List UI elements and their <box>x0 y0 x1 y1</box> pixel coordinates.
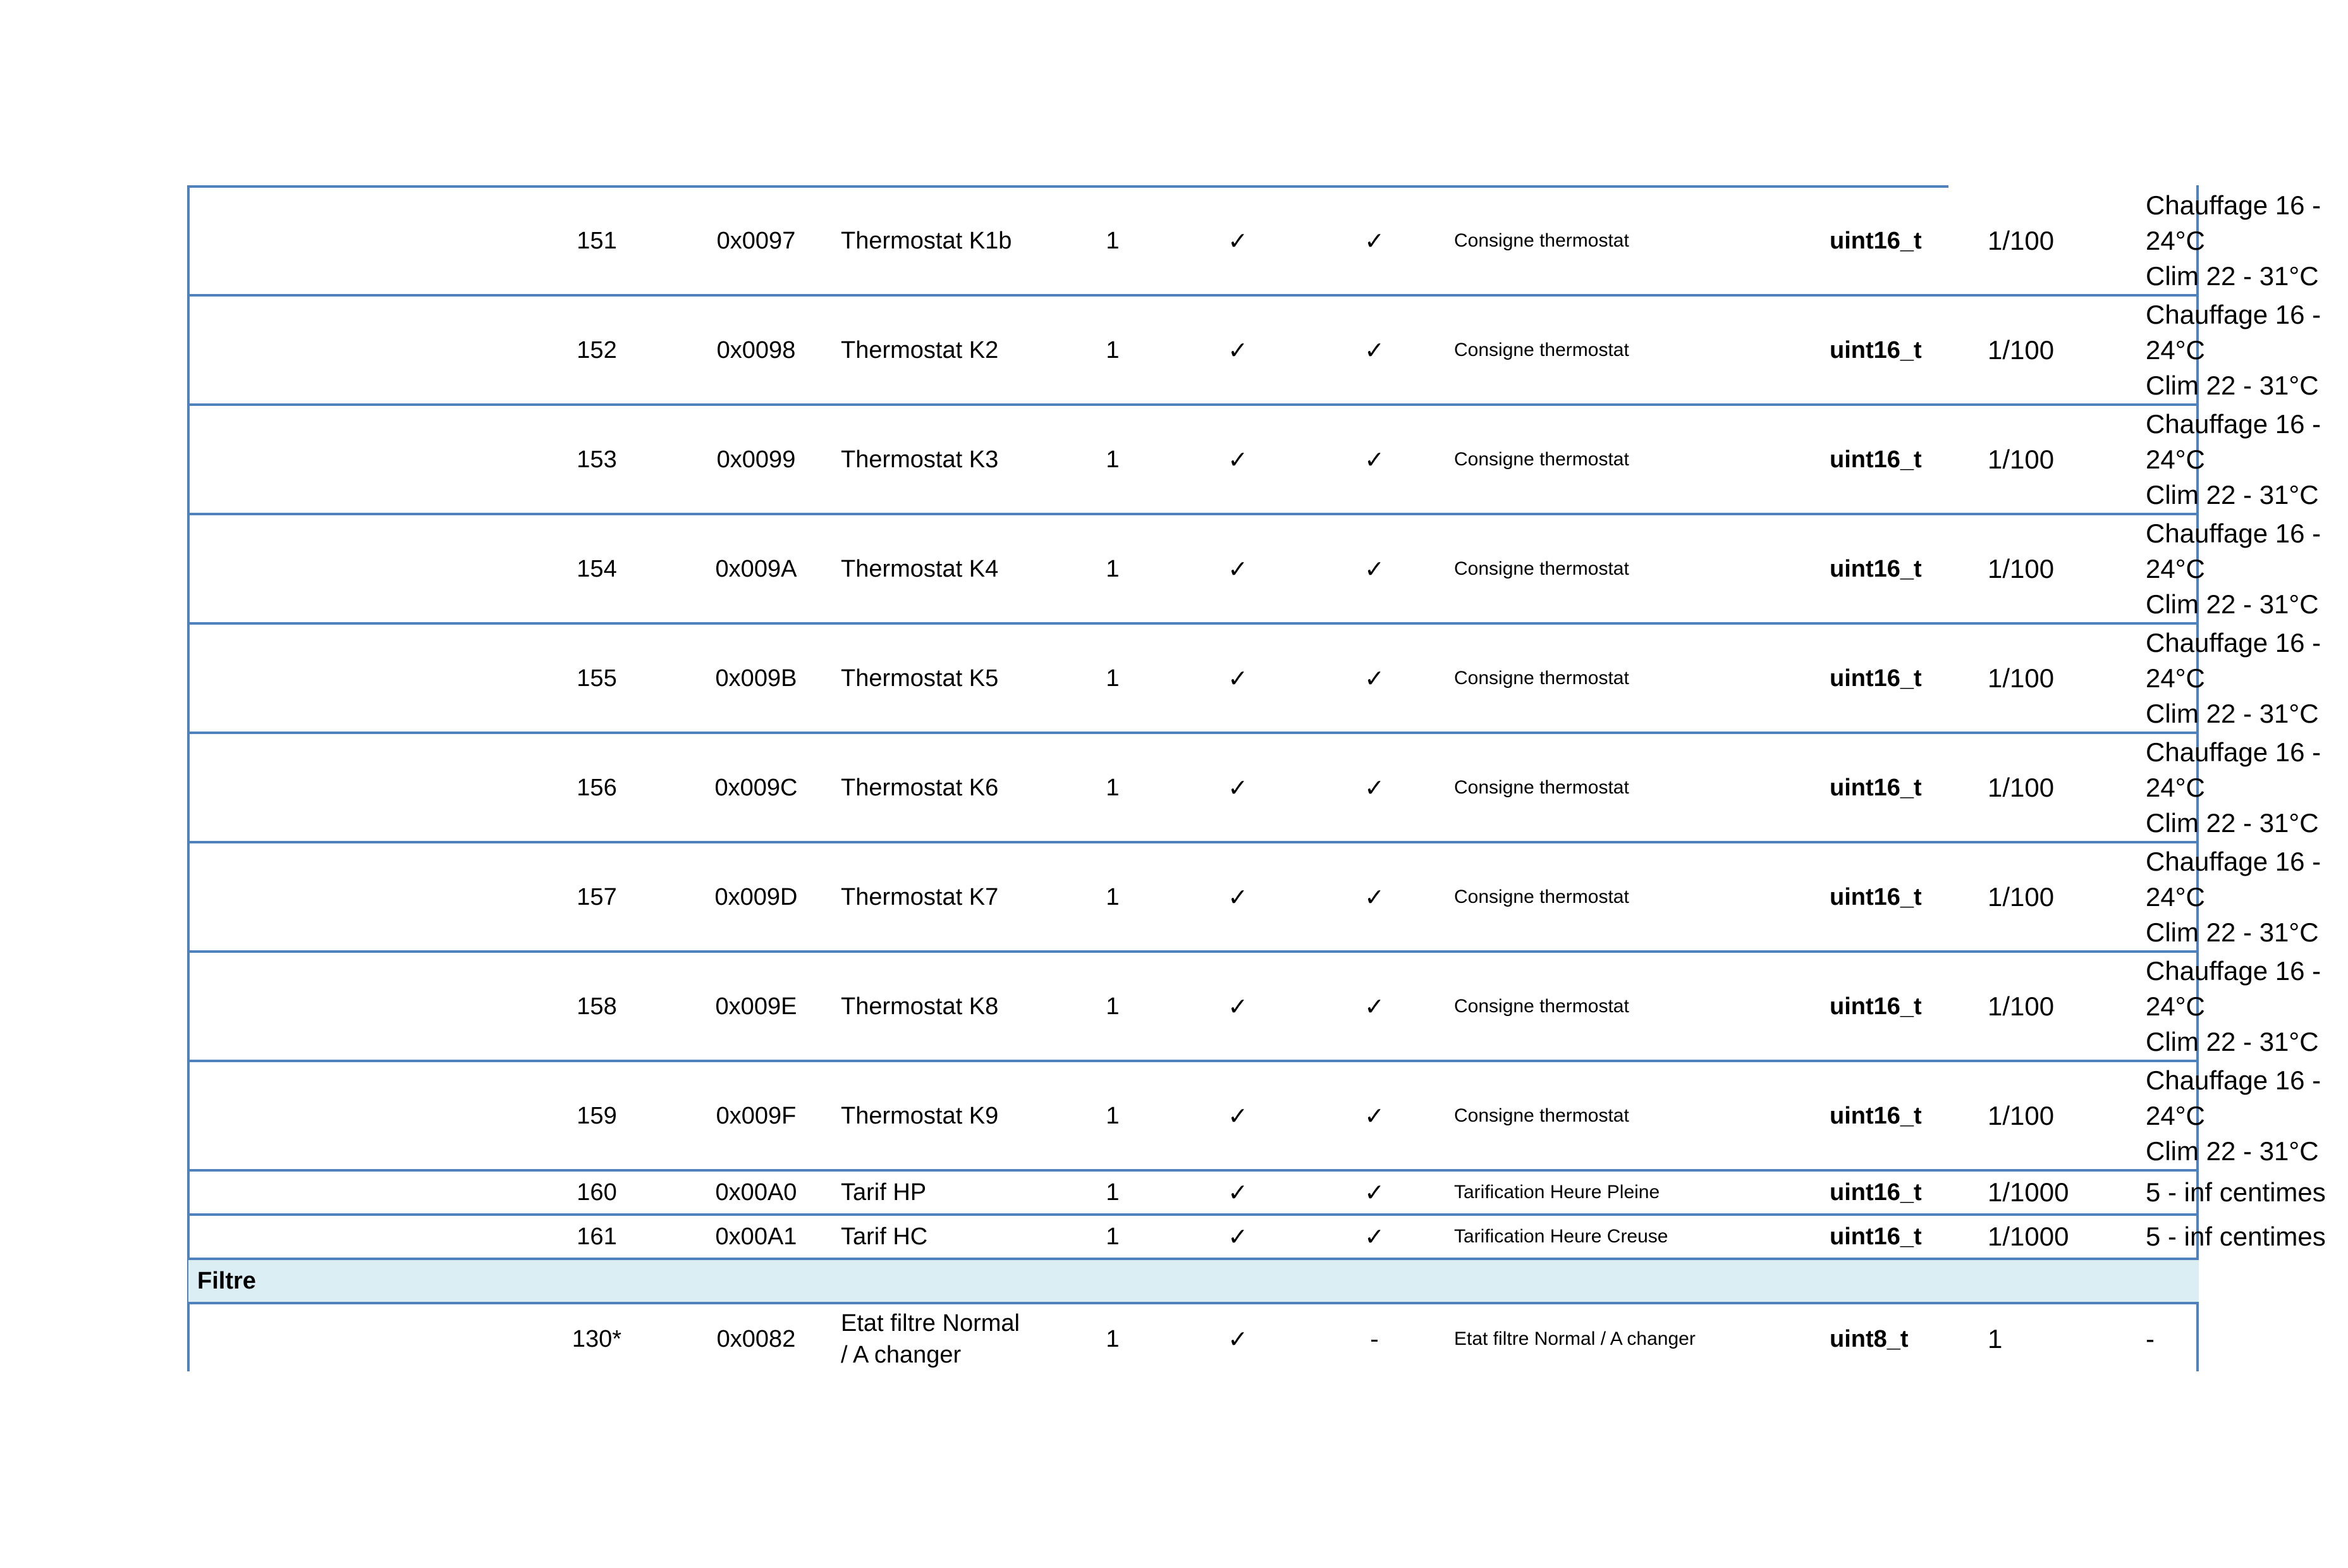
write-check-icon: ✓ <box>1364 883 1385 911</box>
value-range-line: Clim 22 - 31°C <box>2146 807 2319 838</box>
write-flag: - <box>1370 1325 1379 1353</box>
data-type: uint16_t <box>1830 227 1922 254</box>
register-description: Consigne thermostat <box>1454 448 1629 470</box>
register-name <box>841 1304 1081 1373</box>
table-row-filter-status <box>188 1304 2199 1373</box>
scale-factor: 1/1000 <box>1988 1222 2069 1251</box>
register-number: 161 <box>577 1223 617 1250</box>
read-check-icon: ✓ <box>1228 226 1248 255</box>
value-range-line: Chauffage 16 - <box>2146 408 2321 439</box>
register-number: 154 <box>577 555 617 582</box>
register-length: 1 <box>1106 1325 1120 1352</box>
scale-factor: 1/100 <box>1988 444 2055 474</box>
value-range-line: Clim 22 - 31°C <box>2146 260 2319 291</box>
table-row <box>188 1062 2321 1172</box>
register-number: 130* <box>572 1325 622 1352</box>
register-length: 1 <box>1106 446 1120 473</box>
register-length: 1 <box>1106 1179 1120 1206</box>
data-type: uint16_t <box>1830 336 1922 364</box>
write-check-icon: ✓ <box>1364 664 1385 692</box>
register-description: Consigne thermostat <box>1454 558 1629 579</box>
section-label: Filtre <box>197 1267 256 1294</box>
value-range-line: Chauffage 16 - <box>2146 846 2321 876</box>
register-name: Thermostat K7 <box>841 883 999 910</box>
register-description: Consigne thermostat <box>1454 995 1629 1017</box>
write-check-icon: ✓ <box>1364 226 1385 255</box>
scale-factor: 1/100 <box>1988 553 2055 584</box>
scale-factor: 1/1000 <box>1988 1177 2069 1207</box>
register-description: Consigne thermostat <box>1454 339 1629 360</box>
value-range-line: 24°C <box>2146 881 2205 912</box>
register-name: Thermostat K1b <box>841 227 1012 254</box>
write-check-icon: ✓ <box>1364 992 1385 1020</box>
value-range <box>2146 953 2348 1060</box>
register-length: 1 <box>1106 665 1120 692</box>
value-range <box>2146 406 2348 513</box>
register-table <box>188 187 2326 1373</box>
data-type: uint16_t <box>1830 1102 1922 1129</box>
data-type: uint16_t <box>1830 1223 1922 1250</box>
write-check-icon: ✓ <box>1364 1179 1385 1206</box>
read-check-icon: ✓ <box>1228 1179 1248 1206</box>
write-check-icon: ✓ <box>1364 336 1385 364</box>
register-length: 1 <box>1106 336 1120 364</box>
section-row-filtre <box>188 1260 2199 1304</box>
read-check-icon: ✓ <box>1228 883 1248 911</box>
table-row <box>188 1216 2326 1260</box>
scale-factor: 1/100 <box>1988 663 2055 693</box>
register-address: 0x00A0 <box>715 1179 797 1206</box>
value-range-line: Chauffage 16 - <box>2146 627 2321 658</box>
value-range-line: Clim 22 - 31°C <box>2146 589 2319 619</box>
value-range <box>2146 625 2348 732</box>
register-description: Etat filtre Normal / A changer <box>1454 1328 1696 1349</box>
data-type: uint16_t <box>1830 993 1922 1020</box>
register-number: 157 <box>577 883 617 910</box>
register-description: Consigne thermostat <box>1454 776 1629 798</box>
register-description: Consigne thermostat <box>1454 230 1629 251</box>
value-range-line: Chauffage 16 - <box>2146 1065 2321 1095</box>
table-row <box>188 297 2321 406</box>
register-length: 1 <box>1106 227 1120 254</box>
register-number: 153 <box>577 446 617 473</box>
register-address: 0x00A1 <box>715 1223 797 1250</box>
register-length: 1 <box>1106 993 1120 1020</box>
register-name: Thermostat K6 <box>841 774 999 801</box>
value-range-line: 24°C <box>2146 553 2205 584</box>
value-range <box>2146 843 2348 950</box>
register-description: Consigne thermostat <box>1454 1105 1629 1126</box>
write-check-icon: ✓ <box>1364 1101 1385 1130</box>
value-range-line: 24°C <box>2146 991 2205 1021</box>
register-name: Thermostat K3 <box>841 446 999 473</box>
write-check-icon: ✓ <box>1364 773 1385 802</box>
value-range <box>2146 515 2348 622</box>
value-range-line: Chauffage 16 - <box>2146 299 2321 329</box>
register-address: 0x009C <box>714 774 798 801</box>
value-range-line: Chauffage 16 - <box>2146 737 2321 767</box>
register-length: 1 <box>1106 1223 1120 1250</box>
register-length: 1 <box>1106 555 1120 582</box>
value-range-line: Chauffage 16 - <box>2146 190 2321 220</box>
table-row <box>188 1172 2326 1216</box>
table-row <box>188 187 2321 297</box>
data-type: uint16_t <box>1830 774 1922 801</box>
value-range <box>2146 1062 2348 1169</box>
read-check-icon: ✓ <box>1228 1325 1248 1353</box>
table-row <box>188 843 2321 953</box>
register-length: 1 <box>1106 1102 1120 1129</box>
scale-factor: 1 <box>1988 1323 2003 1354</box>
data-type: uint16_t <box>1830 1179 1922 1206</box>
value-range-line: Clim 22 - 31°C <box>2146 479 2319 510</box>
value-range-line: Clim 22 - 31°C <box>2146 917 2319 947</box>
value-range-line: 24°C <box>2146 225 2205 255</box>
read-check-icon: ✓ <box>1228 554 1248 583</box>
value-range-line: Clim 22 - 31°C <box>2146 698 2319 728</box>
value-range <box>2146 1216 2348 1258</box>
register-address: 0x0082 <box>716 1325 796 1352</box>
read-check-icon: ✓ <box>1228 445 1248 474</box>
data-type: uint8_t <box>1830 1325 1909 1352</box>
data-type: uint16_t <box>1830 883 1922 910</box>
table-row <box>188 515 2321 625</box>
value-range-line: 24°C <box>2146 334 2205 365</box>
register-description: Consigne thermostat <box>1454 886 1629 907</box>
table-row <box>188 734 2321 843</box>
register-description: Tarification Heure Pleine <box>1454 1182 1660 1203</box>
register-name: Thermostat K8 <box>841 993 999 1020</box>
read-check-icon: ✓ <box>1228 992 1248 1020</box>
register-number: 159 <box>577 1102 617 1129</box>
scale-factor: 1/100 <box>1988 1100 2055 1130</box>
scale-factor: 1/100 <box>1988 991 2055 1021</box>
register-address: 0x0099 <box>716 446 796 473</box>
read-check-icon: ✓ <box>1228 773 1248 802</box>
data-type: uint16_t <box>1830 446 1922 473</box>
value-range-line: 24°C <box>2146 444 2205 474</box>
value-range-line: 5 - inf centimes <box>2146 1222 2326 1251</box>
register-length: 1 <box>1106 774 1120 801</box>
value-range-line: Chauffage 16 - <box>2146 518 2321 548</box>
data-type: uint16_t <box>1830 555 1922 582</box>
register-name: Thermostat K2 <box>841 336 999 364</box>
register-address: 0x009B <box>715 665 797 692</box>
register-name: Thermostat K5 <box>841 665 999 692</box>
table-row <box>188 406 2321 515</box>
register-description: Consigne thermostat <box>1454 667 1629 689</box>
value-range: - <box>2146 1323 2155 1354</box>
register-number: 151 <box>577 227 617 254</box>
register-address: 0x009E <box>715 993 797 1020</box>
scale-factor: 1/100 <box>1988 334 2055 365</box>
table-row <box>188 625 2321 734</box>
register-name: Thermostat K4 <box>841 555 999 582</box>
register-name: Thermostat K9 <box>841 1102 999 1129</box>
register-number: 155 <box>577 665 617 692</box>
register-address: 0x009D <box>714 883 798 910</box>
register-number: 158 <box>577 993 617 1020</box>
scale-factor: 1/100 <box>1988 772 2055 802</box>
register-address: 0x0097 <box>716 227 796 254</box>
table-row <box>188 953 2321 1062</box>
value-range <box>2146 734 2348 841</box>
register-length: 1 <box>1106 883 1120 910</box>
value-range <box>2146 297 2348 403</box>
scale-factor: 1/100 <box>1988 881 2055 912</box>
register-name: Tarif HC <box>841 1223 928 1250</box>
value-range <box>2146 187 2348 294</box>
register-description: Tarification Heure Creuse <box>1454 1226 1668 1247</box>
write-check-icon: ✓ <box>1364 1223 1385 1251</box>
value-range-line: Clim 22 - 31°C <box>2146 1026 2319 1057</box>
register-number: 156 <box>577 774 617 801</box>
value-range-line: 24°C <box>2146 772 2205 802</box>
value-range-line: Clim 22 - 31°C <box>2146 1136 2319 1166</box>
read-check-icon: ✓ <box>1228 336 1248 364</box>
register-name-line: / A changer <box>841 1341 962 1368</box>
register-number: 152 <box>577 336 617 364</box>
value-range-line: 5 - inf centimes <box>2146 1177 2326 1207</box>
value-range <box>2146 1172 2348 1213</box>
value-range-line: 24°C <box>2146 1100 2205 1130</box>
read-check-icon: ✓ <box>1228 1101 1248 1130</box>
data-type: uint16_t <box>1830 665 1922 692</box>
read-check-icon: ✓ <box>1228 1223 1248 1251</box>
value-range-line: Clim 22 - 31°C <box>2146 370 2319 400</box>
register-name: Tarif HP <box>841 1179 927 1206</box>
register-address: 0x0098 <box>716 336 796 364</box>
register-address: 0x009A <box>715 555 797 582</box>
value-range-line: Chauffage 16 - <box>2146 955 2321 986</box>
register-number: 160 <box>577 1179 617 1206</box>
register-address: 0x009F <box>716 1102 797 1129</box>
scale-factor: 1/100 <box>1988 225 2055 255</box>
read-check-icon: ✓ <box>1228 664 1248 692</box>
value-range-line: 24°C <box>2146 663 2205 693</box>
write-check-icon: ✓ <box>1364 554 1385 583</box>
register-name-line: Etat filtre Normal <box>841 1309 1020 1337</box>
write-check-icon: ✓ <box>1364 445 1385 474</box>
